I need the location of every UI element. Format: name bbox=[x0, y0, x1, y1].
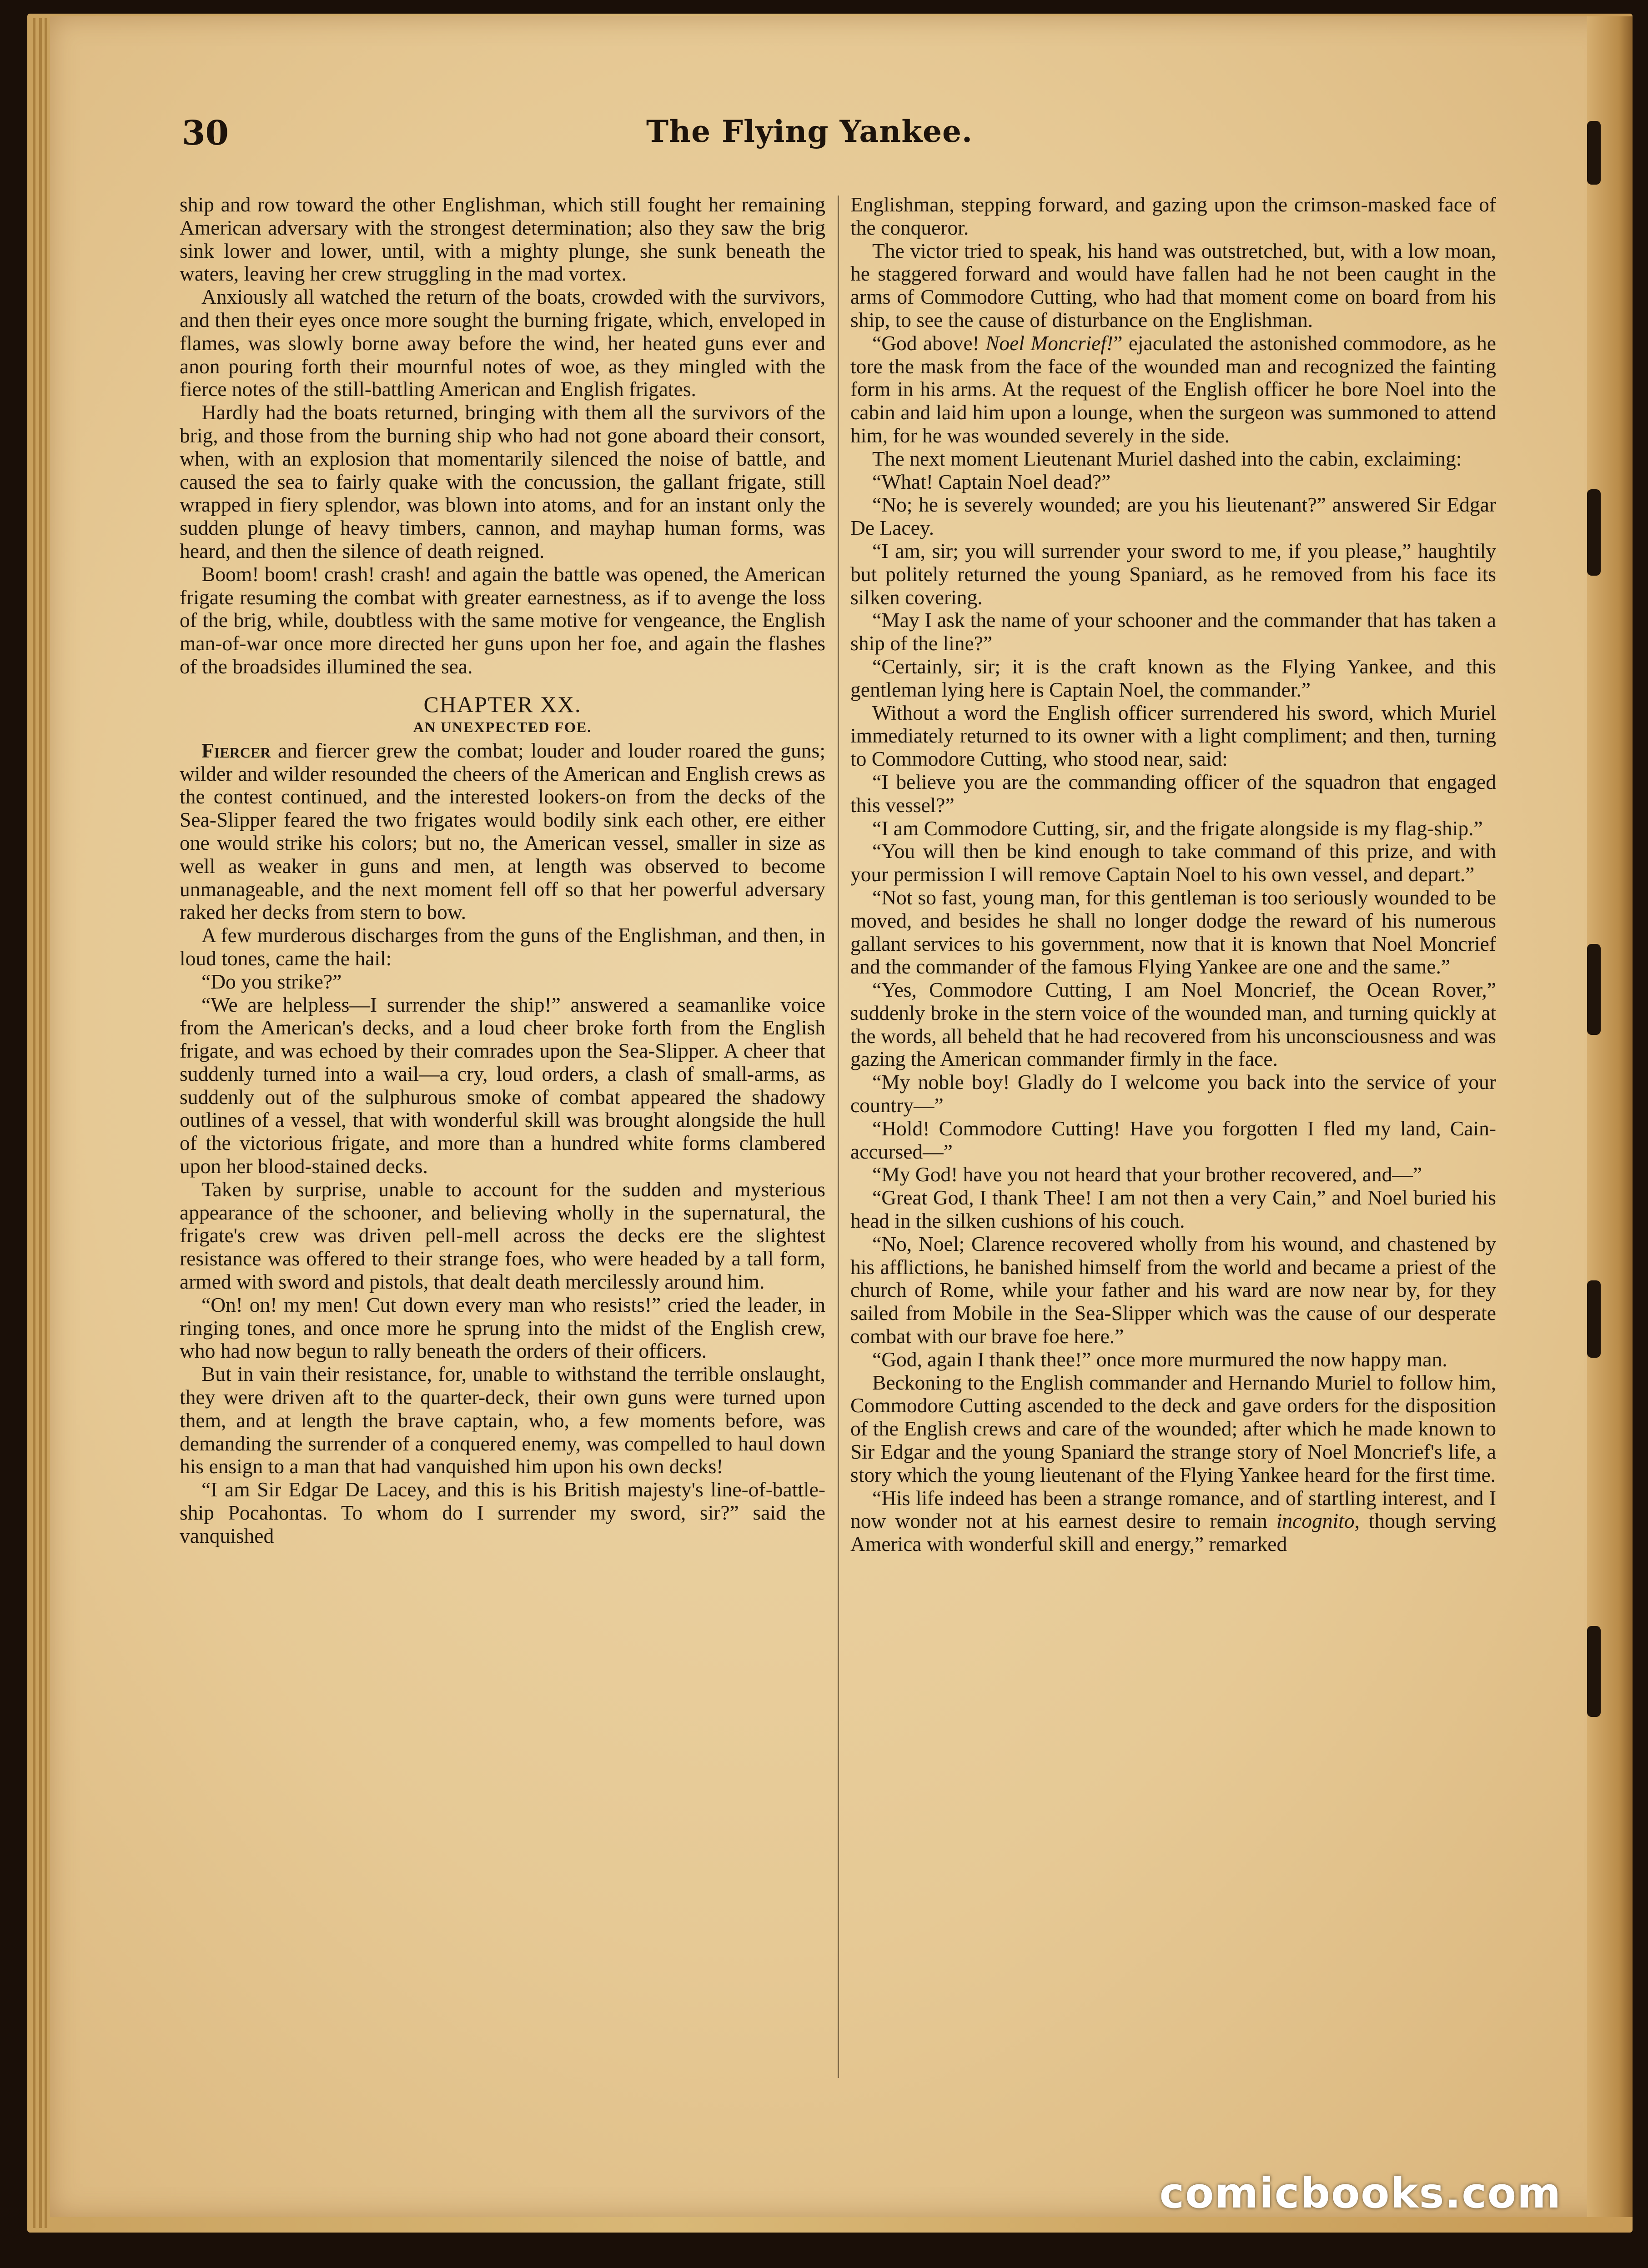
paragraph: Beckoning to the English commander and Hernando Muriel to follow him, Commodore Cutting ascended to the deck and gave orders for the disposition of the English crews and care of the wounded; after which he made known to Sir Edgar and the young Spaniard the strange story of Noel Moncrief's life, a story which the young lieutenant of the Flying Yankee heard for the first time. bbox=[850, 1370, 1496, 1486]
page-edge-line bbox=[45, 18, 47, 2228]
paragraph: “May I ask the name of your schooner and the commander that has taken a ship of the line?” bbox=[850, 608, 1496, 655]
paragraph: “I am Sir Edgar De Lacey, and this is his British majesty's line-of-battle-ship Pocahontas. To whom do I surrender my sword, sir?” said the vanquished bbox=[180, 1478, 825, 1547]
paragraph: Hardly had the boats returned, bringing with them all the survivors of the brig, and those from the burning ship who had not gone aboard their consort, when, with an explosion that momentarily silenced the noise of battle, and caused the sea to fairly quake with the concussion, the gallant frigate, still wrapped in fiery splendor, was blown into atoms, and for an instant only the sudden plunge of heavy timbers, cannon, and mayhap human forms, was heard, and then the silence of death reigned. bbox=[180, 401, 825, 562]
binding-damage bbox=[1587, 121, 1601, 185]
binding-damage bbox=[1587, 944, 1601, 1035]
paragraph: “I am Commodore Cutting, sir, and the frigate alongside is my flag-ship.” bbox=[872, 816, 1483, 840]
chapter-title: CHAPTER XX. bbox=[423, 691, 582, 717]
paragraph: “You will then be kind enough to take command of this prize, and with your permission I will remove Captain Noel to his own vessel, and depart.” bbox=[850, 839, 1496, 886]
left-column bbox=[180, 193, 825, 2078]
paragraph-text: “His life indeed has been a strange romance, and of startling interest, and I now wonder not at his earnest desire to remain bbox=[850, 1486, 1496, 1533]
paragraph: “What! Captain Noel dead?” bbox=[872, 470, 1111, 493]
paragraph: “I believe you are the commanding officer of the squadron that engaged this vessel?” bbox=[850, 770, 1496, 817]
paragraph: But in vain their resistance, for, unable to withstand the terrible onslaught, they were driven aft to the quarter-deck, their own guns were turned upon them, and at length the brave captain, who, a few moments before, was demanding the surrender of a conquered enemy, was compelled to haul down his ensign to a man that had vanquished him upon his own decks! bbox=[180, 1362, 825, 1478]
paragraph: “My noble boy! Gladly do I welcome you back into the service of your country—” bbox=[850, 1070, 1496, 1117]
chapter-subtitle: AN UNEXPECTED FOE. bbox=[413, 718, 592, 735]
paragraph-text: ” ejaculated the astonished commodore, as he tore the mask from the face of the wounded man and recognized the fainting form in his arms. At the request of the English officer he bore Noel into the cabin and laid him upon a lounge, when the surgeon was summoned to attend him, for he was wounded severely in the side. bbox=[850, 331, 1496, 447]
paragraph-text: and fiercer grew the combat; louder and louder roared the guns; wilder and wilder resounded the cheers of the American and English crews as the contest continued, and the interested lookers-on from the decks of the Sea-Slipper feared the two frigates would bodily sink each other, ere either one would strike his colors; but no, the American vessel, smaller in size as well as weaker in guns and men, at length was observed to become unmanageable, and the next moment fell off so that her powerful adversary raked her decks from stern to bow. bbox=[180, 738, 825, 924]
paragraph: “No, Noel; Clarence recovered wholly from his wound, and chastened by his afflictions, he banished himself from the world and became a priest of the church of Rome, while your father and his ward are now near by, for they sailed from Mobile in the Sea-Slipper which was the cause of our desperate combat with our brave foe here.” bbox=[850, 1232, 1496, 1348]
column-divider bbox=[838, 196, 839, 2078]
page-edge-line bbox=[33, 18, 35, 2228]
paragraph: “Do you strike?” bbox=[201, 969, 342, 993]
paragraph bbox=[850, 332, 1496, 447]
paragraph: “Not so fast, young man, for this gentleman is too seriously wounded to be moved, and besides he shall no longer dodge the reward of his numerous gallant services to his government, now that it is known that Noel Moncrief and the commander of the famous Flying Yankee are one and the same.” bbox=[850, 885, 1496, 978]
paragraph: “Yes, Commodore Cutting, I am Noel Moncrief, the Ocean Rover,” suddenly broke in the stern voice of the wounded man, and turning quickly at the words, all beheld that he had recovered from his unconsciousness and was gazing the American commander firmly in the face. bbox=[850, 978, 1496, 1071]
binding-damage bbox=[1587, 1280, 1601, 1358]
page-number: 30 bbox=[182, 114, 229, 153]
paragraph: Englishman, stepping forward, and gazing upon the crimson-masked face of the conqueror. bbox=[850, 193, 1496, 239]
lead-word: Fiercer bbox=[201, 738, 271, 762]
binding-damage bbox=[1587, 1626, 1601, 1717]
italic-text: incognito bbox=[1276, 1509, 1355, 1533]
paragraph: “God, again I thank thee!” once more murmured the now happy man. bbox=[872, 1347, 1447, 1371]
paragraph bbox=[850, 1487, 1496, 1556]
paragraph: Anxiously all watched the return of the boats, crowded with the survivors, and then their eyes once more sought the burning frigate, which, enveloped in flames, was slowly borne away before the wind, her heated guns ever and anon pouring forth their mournful notes of woe, as they mingled with the fierce notes of the still-battling American and English frigates. bbox=[180, 285, 825, 401]
paragraph: “Great God, I thank Thee! I am not then a very Cain,” and Noel buried his head in the silken cushions of his couch. bbox=[850, 1186, 1496, 1233]
running-title: The Flying Yankee. bbox=[646, 114, 973, 149]
paragraph: Boom! boom! crash! crash! and again the battle was opened, the American frigate resuming the combat with greater earnestness, as if to avenge the loss of the brig, while, doubtless with the same motive for vengeance, the English man-of-war once more directed her guns upon her foe, and again the flashes of the broadsides illumined the sea. bbox=[180, 562, 825, 678]
paragraph: “Hold! Commodore Cutting! Have you forgotten I fled my land, Cain-accursed—” bbox=[850, 1116, 1496, 1163]
page-edge-line bbox=[39, 18, 42, 2228]
paragraph: The victor tried to speak, his hand was outstretched, but, with a low moan, he staggered forward and would have fallen had he not been caught in the arms of Commodore Cutting, who had that moment come on board from his ship, to see the cause of disturbance on the Englishman. bbox=[850, 239, 1496, 331]
paragraph-text: , though serving America with wonderful skill and energy,” remarked bbox=[850, 1509, 1496, 1556]
paragraph: The next moment Lieutenant Muriel dashed into the cabin, exclaiming: bbox=[872, 447, 1462, 470]
paragraph bbox=[180, 739, 825, 924]
paragraph: “My God! have you not heard that your brother recovered, and—” bbox=[872, 1163, 1422, 1186]
paragraph: ship and row toward the other Englishman, which still fought her remaining American adversary with the strongest determination; also they saw the brig sink lower and lower, until, with a mighty plunge, she sunk beneath the waters, leaving her crew struggling in the mad vortex. bbox=[180, 193, 825, 286]
paragraph: “Certainly, sir; it is the craft known as the Flying Yankee, and this gentleman lying here is Captain Noel, the commander.” bbox=[850, 654, 1496, 701]
paragraph: “I am, sir; you will surrender your sword to me, if you please,” haughtily but politely returned the young Spaniard, as he removed from his face its silken covering. bbox=[850, 539, 1496, 609]
paragraph: “We are helpless—I surrender the ship!” answered a seamanlike voice from the American's decks, and a loud cheer broke forth from the English frigate, and was echoed by their comrades upon the Sea-Slipper. A cheer that suddenly turned into a wail—a cry, loud orders, a clash of small-arms, as suddenly out of the sulphurous smoke of combat appeared the shadowy outlines of a vessel, that with wonderful skill was brought alongside the hull of the victorious frigate, and more than a hundred white forms clambered upon her blood-stained decks. bbox=[180, 993, 825, 1178]
paragraph-text: “God above! bbox=[872, 331, 985, 355]
binding-damage bbox=[1587, 489, 1601, 576]
paragraph: “On! on! my men! Cut down every man who resists!” cried the leader, in ringing tones, and once more he sprung into the midst of the English crew, who had now begun to rally beneath the orders of their officers. bbox=[180, 1293, 825, 1363]
paragraph: Taken by surprise, unable to account for the sudden and mysterious appearance of the schooner, and believing wholly in the supernatural, the frigate's crew was driven pell-mell across the decks ere the slightest resistance was offered to their strange foes, who were headed by a tall form, armed with sword and pistols, that dealt death mercilessly around him. bbox=[180, 1177, 825, 1294]
page-header bbox=[127, 114, 1492, 168]
paragraph: A few murderous discharges from the guns of the Englishman, and then, in loud tones, came the hail: bbox=[180, 923, 825, 970]
source-watermark: comicbooks.com bbox=[1159, 2169, 1562, 2218]
binding-edge bbox=[1587, 16, 1633, 2217]
right-column bbox=[850, 193, 1496, 2078]
paragraph: “No; he is severely wounded; are you his lieutenant?” answered Sir Edgar De Lacey. bbox=[850, 493, 1496, 540]
paragraph: Without a word the English officer surrendered his sword, which Muriel immediately returned to its owner with a light compliment; and then, turning to Commodore Cutting, who stood near, said: bbox=[850, 701, 1496, 771]
italic-text: Noel Moncrief! bbox=[985, 331, 1114, 355]
